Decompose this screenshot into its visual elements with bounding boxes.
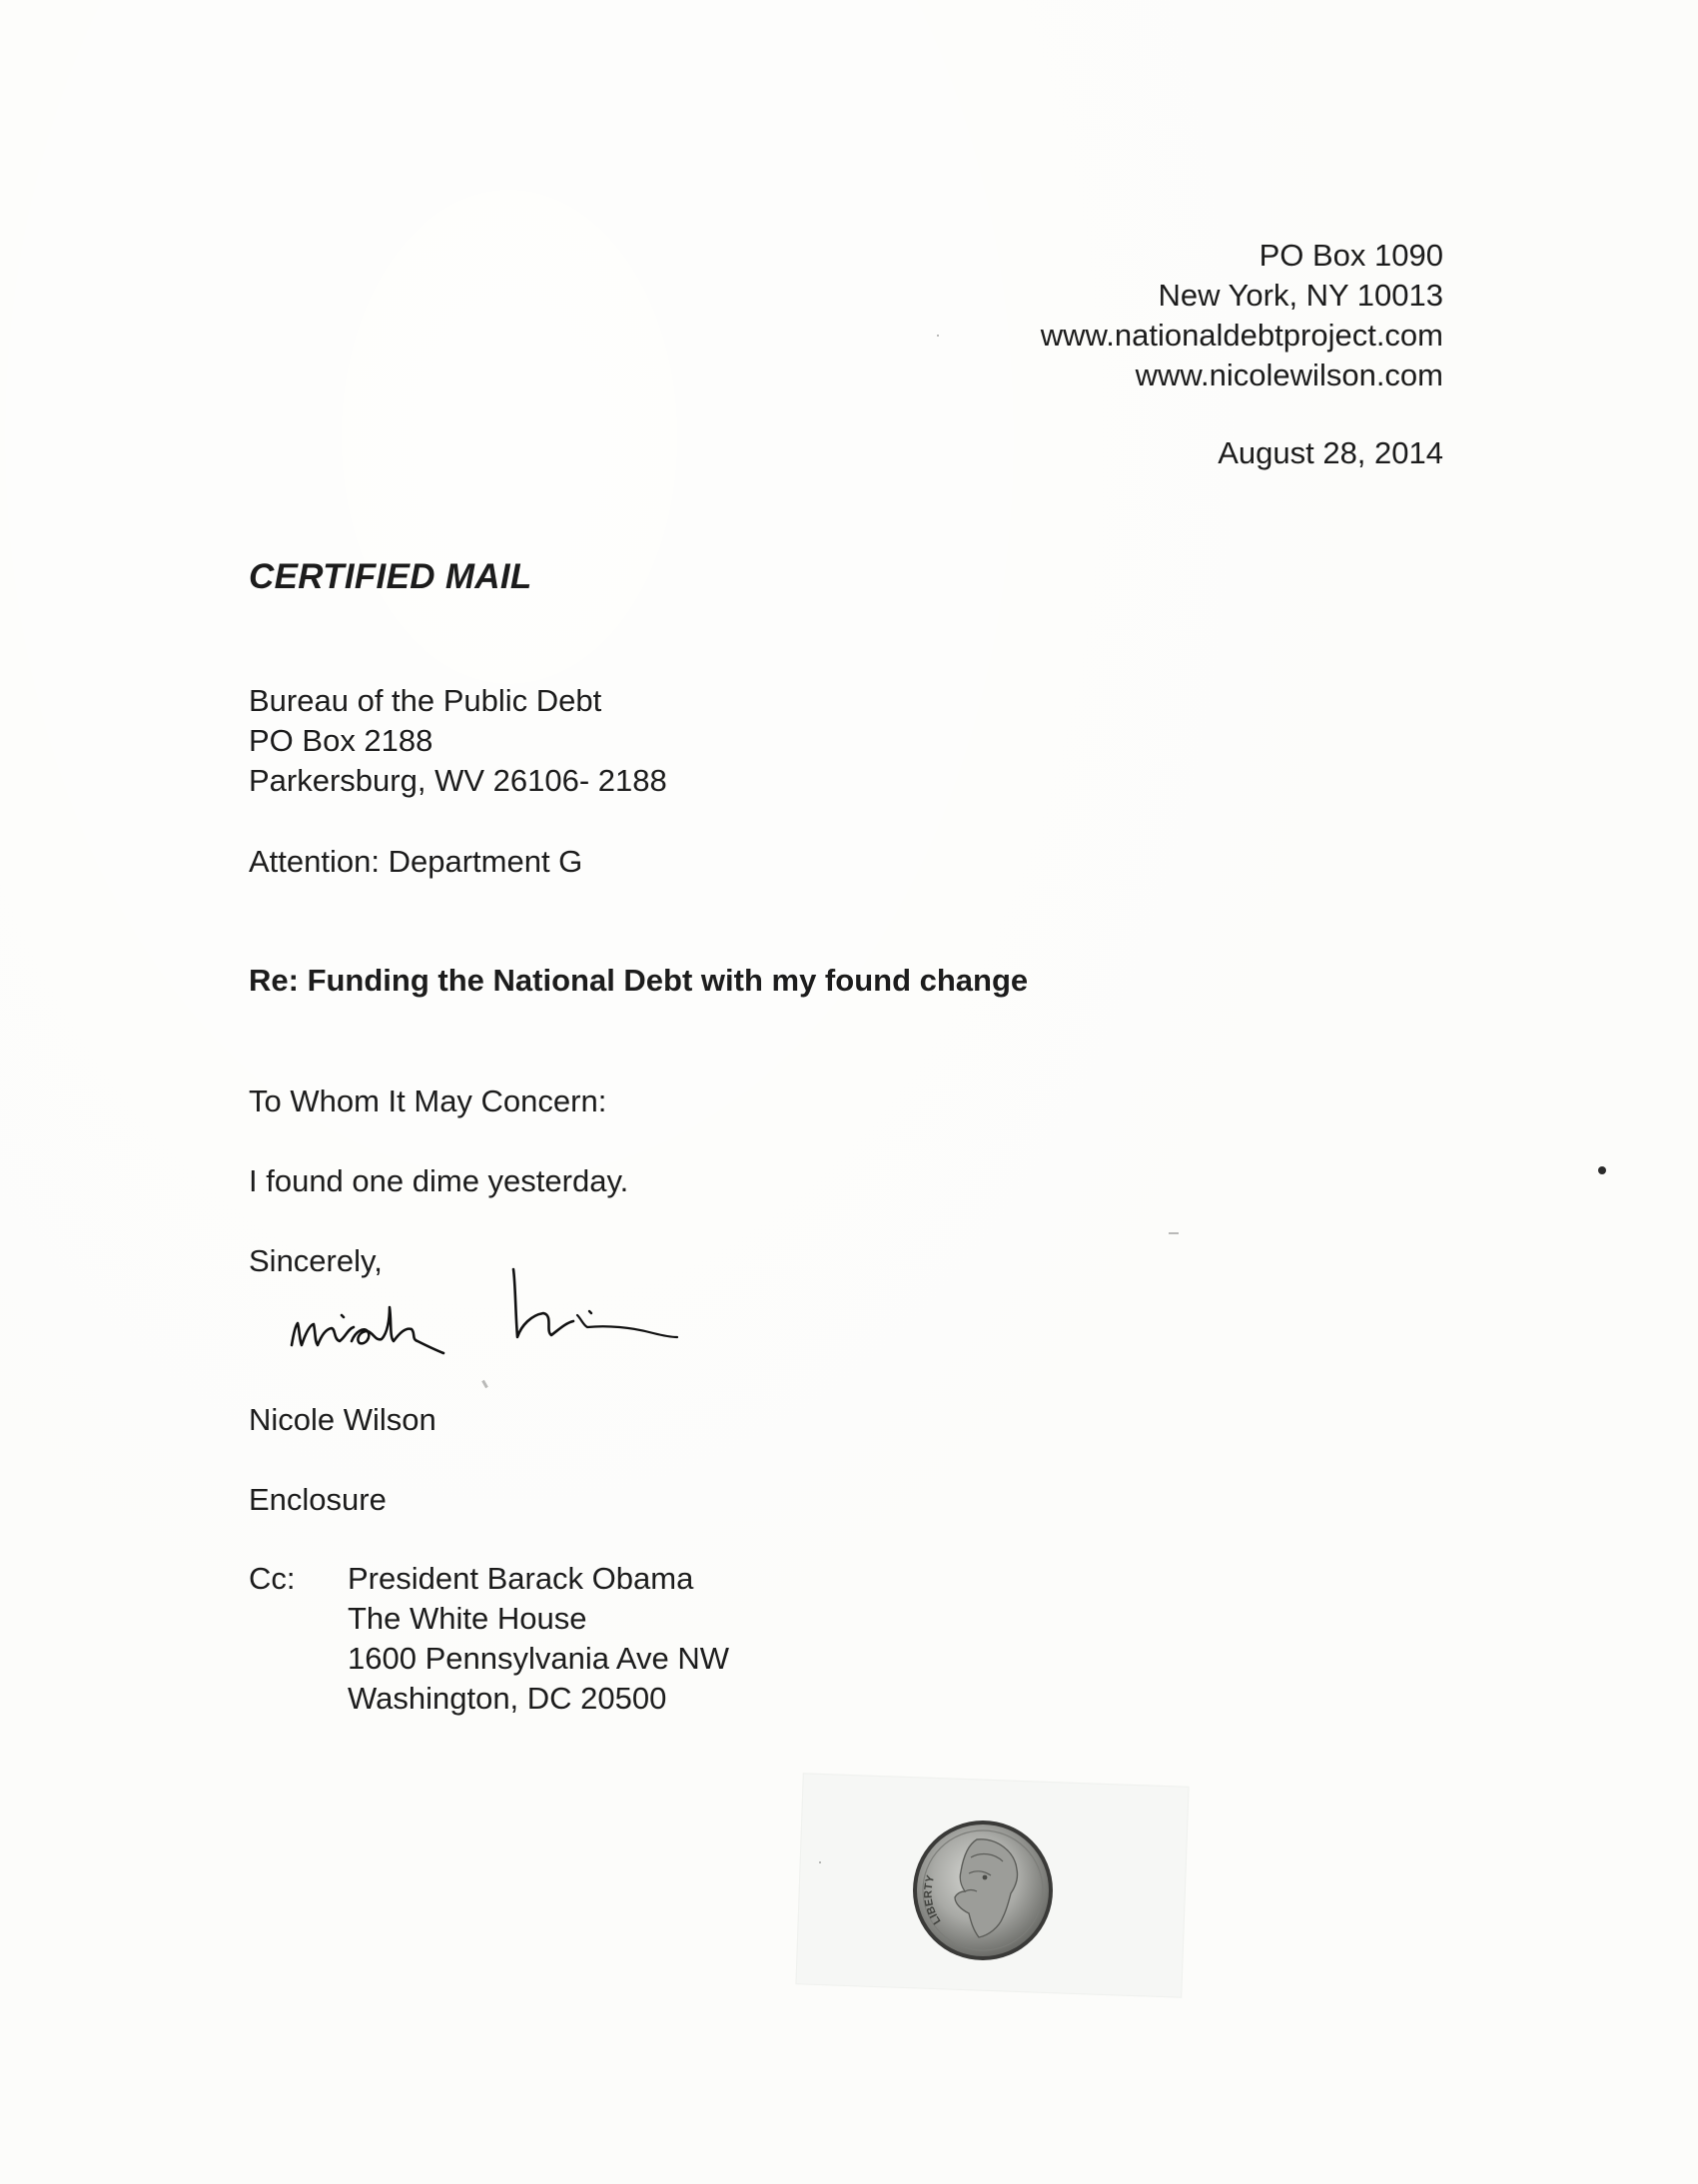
- cc-address-line: 1600 Pennsylvania Ave NW: [348, 1641, 729, 1676]
- mail-type-heading: CERTIFIED MAIL: [249, 557, 532, 596]
- sender-address-line: PO Box 1090: [1259, 238, 1443, 273]
- sender-website-link: www.nationaldebtproject.com: [1040, 318, 1443, 353]
- recipient-address-line: PO Box 2188: [249, 723, 433, 758]
- letter-date: August 28, 2014: [1218, 435, 1443, 470]
- attention-line: Attention: Department G: [249, 844, 583, 879]
- handwritten-signature: [282, 1253, 691, 1373]
- paper-mark: [937, 335, 939, 337]
- enclosure-note: Enclosure: [249, 1482, 387, 1517]
- sender-address-line: New York, NY 10013: [1158, 278, 1443, 313]
- ink-speck: [1598, 1166, 1606, 1174]
- salutation: To Whom It May Concern:: [249, 1084, 607, 1118]
- recipient-address-line: Parkersburg, WV 26106- 2188: [249, 763, 667, 798]
- paper-mark: [1169, 1232, 1179, 1234]
- coin-inscription: LIBERTY: [922, 1873, 944, 1926]
- cc-address-block: [348, 1559, 729, 1719]
- cc-address-line: President Barack Obama: [348, 1561, 694, 1596]
- paper-mark: [481, 1380, 488, 1388]
- paper-mark: [819, 1861, 821, 1863]
- signer-name: Nicole Wilson: [249, 1402, 436, 1437]
- letter-body: I found one dime yesterday.: [249, 1163, 629, 1198]
- cc-address-line: The White House: [348, 1601, 587, 1636]
- recipient-address-line: Bureau of the Public Debt: [249, 683, 602, 718]
- subject-line: Re: Funding the National Debt with my found change: [249, 963, 1029, 998]
- cc-address-line: Washington, DC 20500: [348, 1681, 667, 1716]
- sender-address-block: [844, 236, 1443, 395]
- dime-coin-icon: [911, 1818, 1055, 1963]
- recipient-address-block: [249, 681, 667, 801]
- cc-label: Cc:: [249, 1561, 296, 1596]
- closing: Sincerely,: [249, 1243, 383, 1278]
- sender-website-link: www.nicolewilson.com: [1135, 358, 1443, 392]
